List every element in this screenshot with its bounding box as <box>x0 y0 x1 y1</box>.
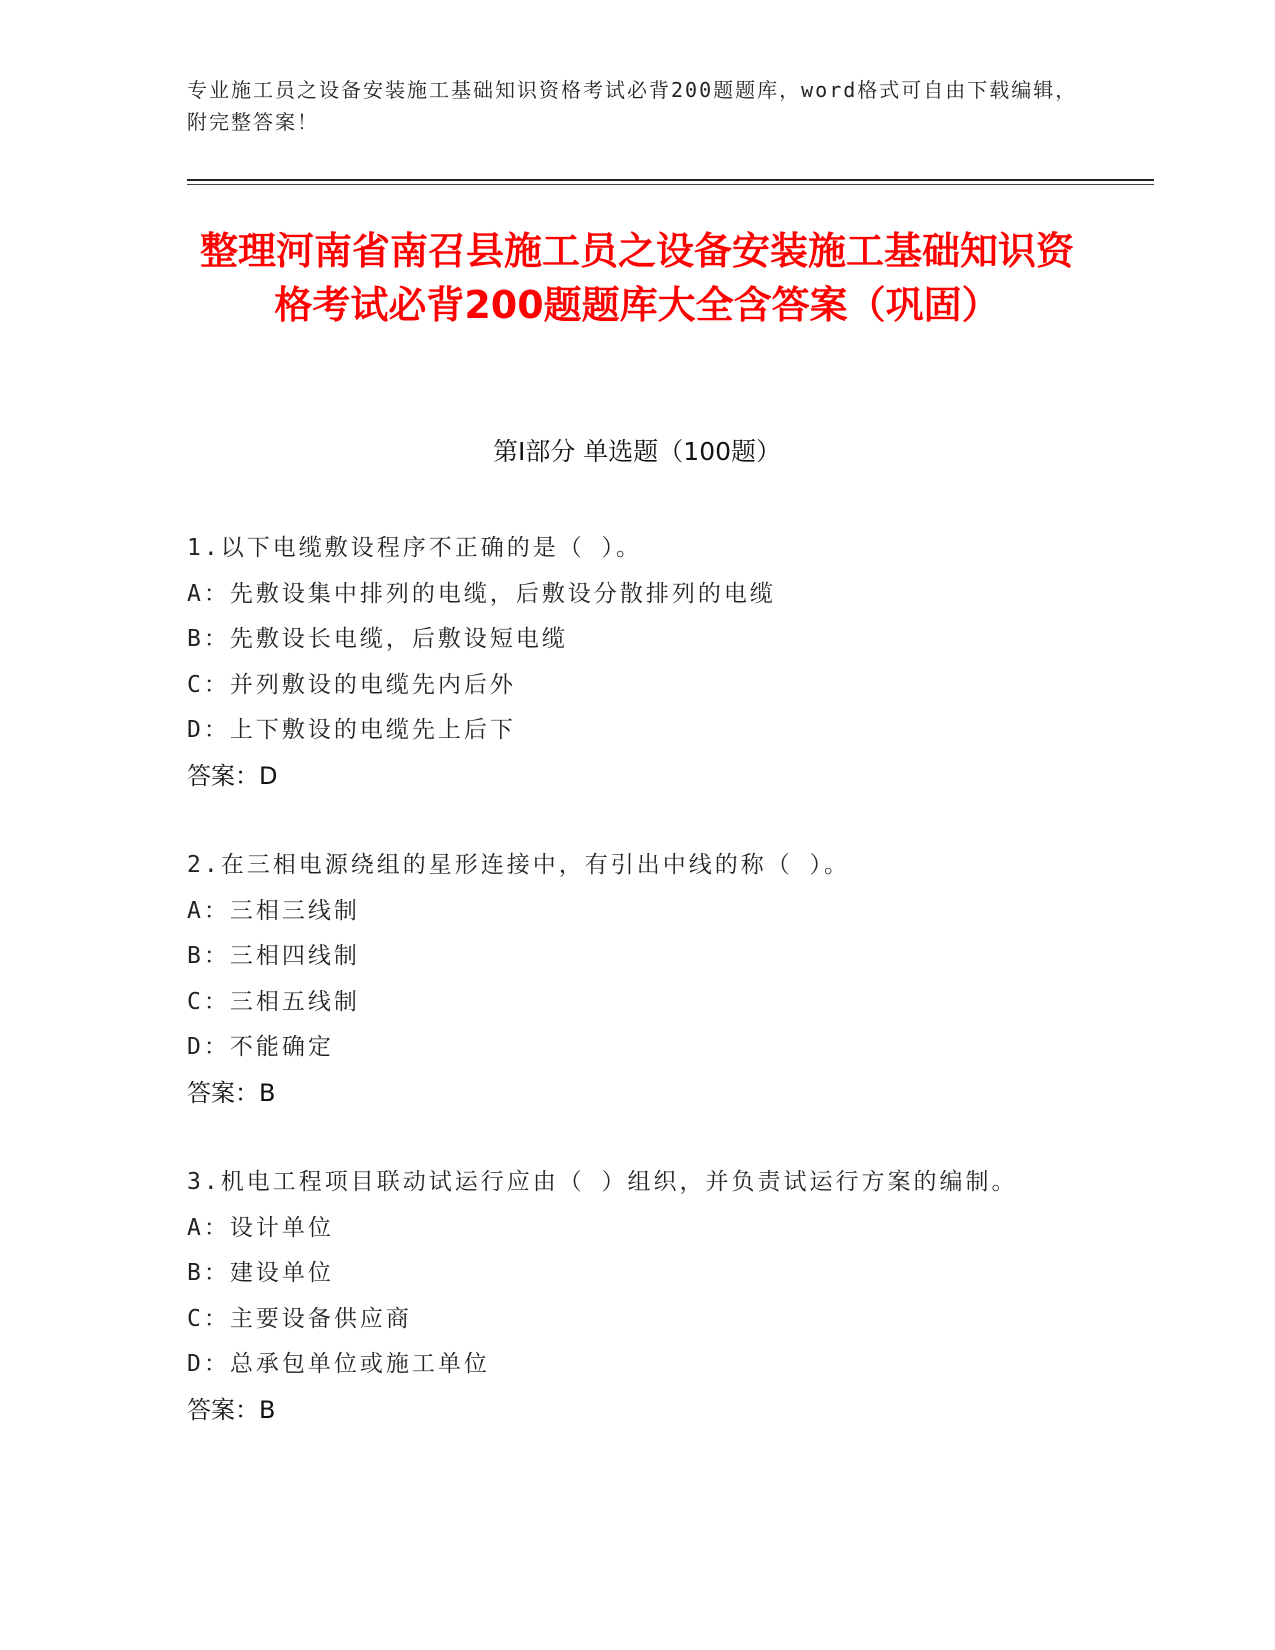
question-list <box>187 526 1087 1477</box>
header-divider-thin <box>187 184 1154 185</box>
answer-text: 答案：D <box>187 761 278 790</box>
option-a: A：三相三线制 <box>187 897 360 924</box>
option-a: A：设计单位 <box>187 1214 334 1241</box>
option-d: D：不能确定 <box>187 1034 334 1060</box>
option-a: A：先敷设集中排列的电缆，后敷设分散排列的电缆 <box>187 580 776 607</box>
option-b: B：三相四线制 <box>187 943 360 969</box>
option-b: B：建设单位 <box>187 1260 334 1286</box>
header-divider-thick <box>187 179 1154 181</box>
question-item <box>187 526 1087 799</box>
option-d: D：上下敷设的电缆先上后下 <box>187 717 516 743</box>
header-note: 专业施工员之设备安装施工基础知识资格考试必背200题题库，word格式可自由下载编辑，附完整答案！ <box>187 78 1078 134</box>
option-b: B：先敷设长电缆，后敷设短电缆 <box>187 626 568 652</box>
document-title: 整理河南省南召县施工员之设备安装施工基础知识资格考试必背200题题库大全含答案（巩固） <box>199 229 1074 327</box>
question-item <box>187 843 1087 1116</box>
section-heading: 第Ⅰ部分 单选题（100题） <box>492 437 782 466</box>
question-stem: 1.以下电缆敷设程序不正确的是（ ）。 <box>187 535 643 561</box>
question-item <box>187 1160 1087 1433</box>
answer-text: 答案：B <box>187 1078 276 1107</box>
option-c: C：并列敷设的电缆先内后外 <box>187 671 516 698</box>
answer-text: 答案：B <box>187 1395 276 1424</box>
option-c: C：三相五线制 <box>187 988 360 1015</box>
option-d: D：总承包单位或施工单位 <box>187 1351 490 1377</box>
question-stem: 3.机电工程项目联动试运行应由（ ）组织，并负责试运行方案的编制。 <box>187 1169 1018 1195</box>
question-stem: 2.在三相电源绕组的星形连接中，有引出中线的称（ ）。 <box>187 852 851 878</box>
option-c: C：主要设备供应商 <box>187 1305 412 1332</box>
